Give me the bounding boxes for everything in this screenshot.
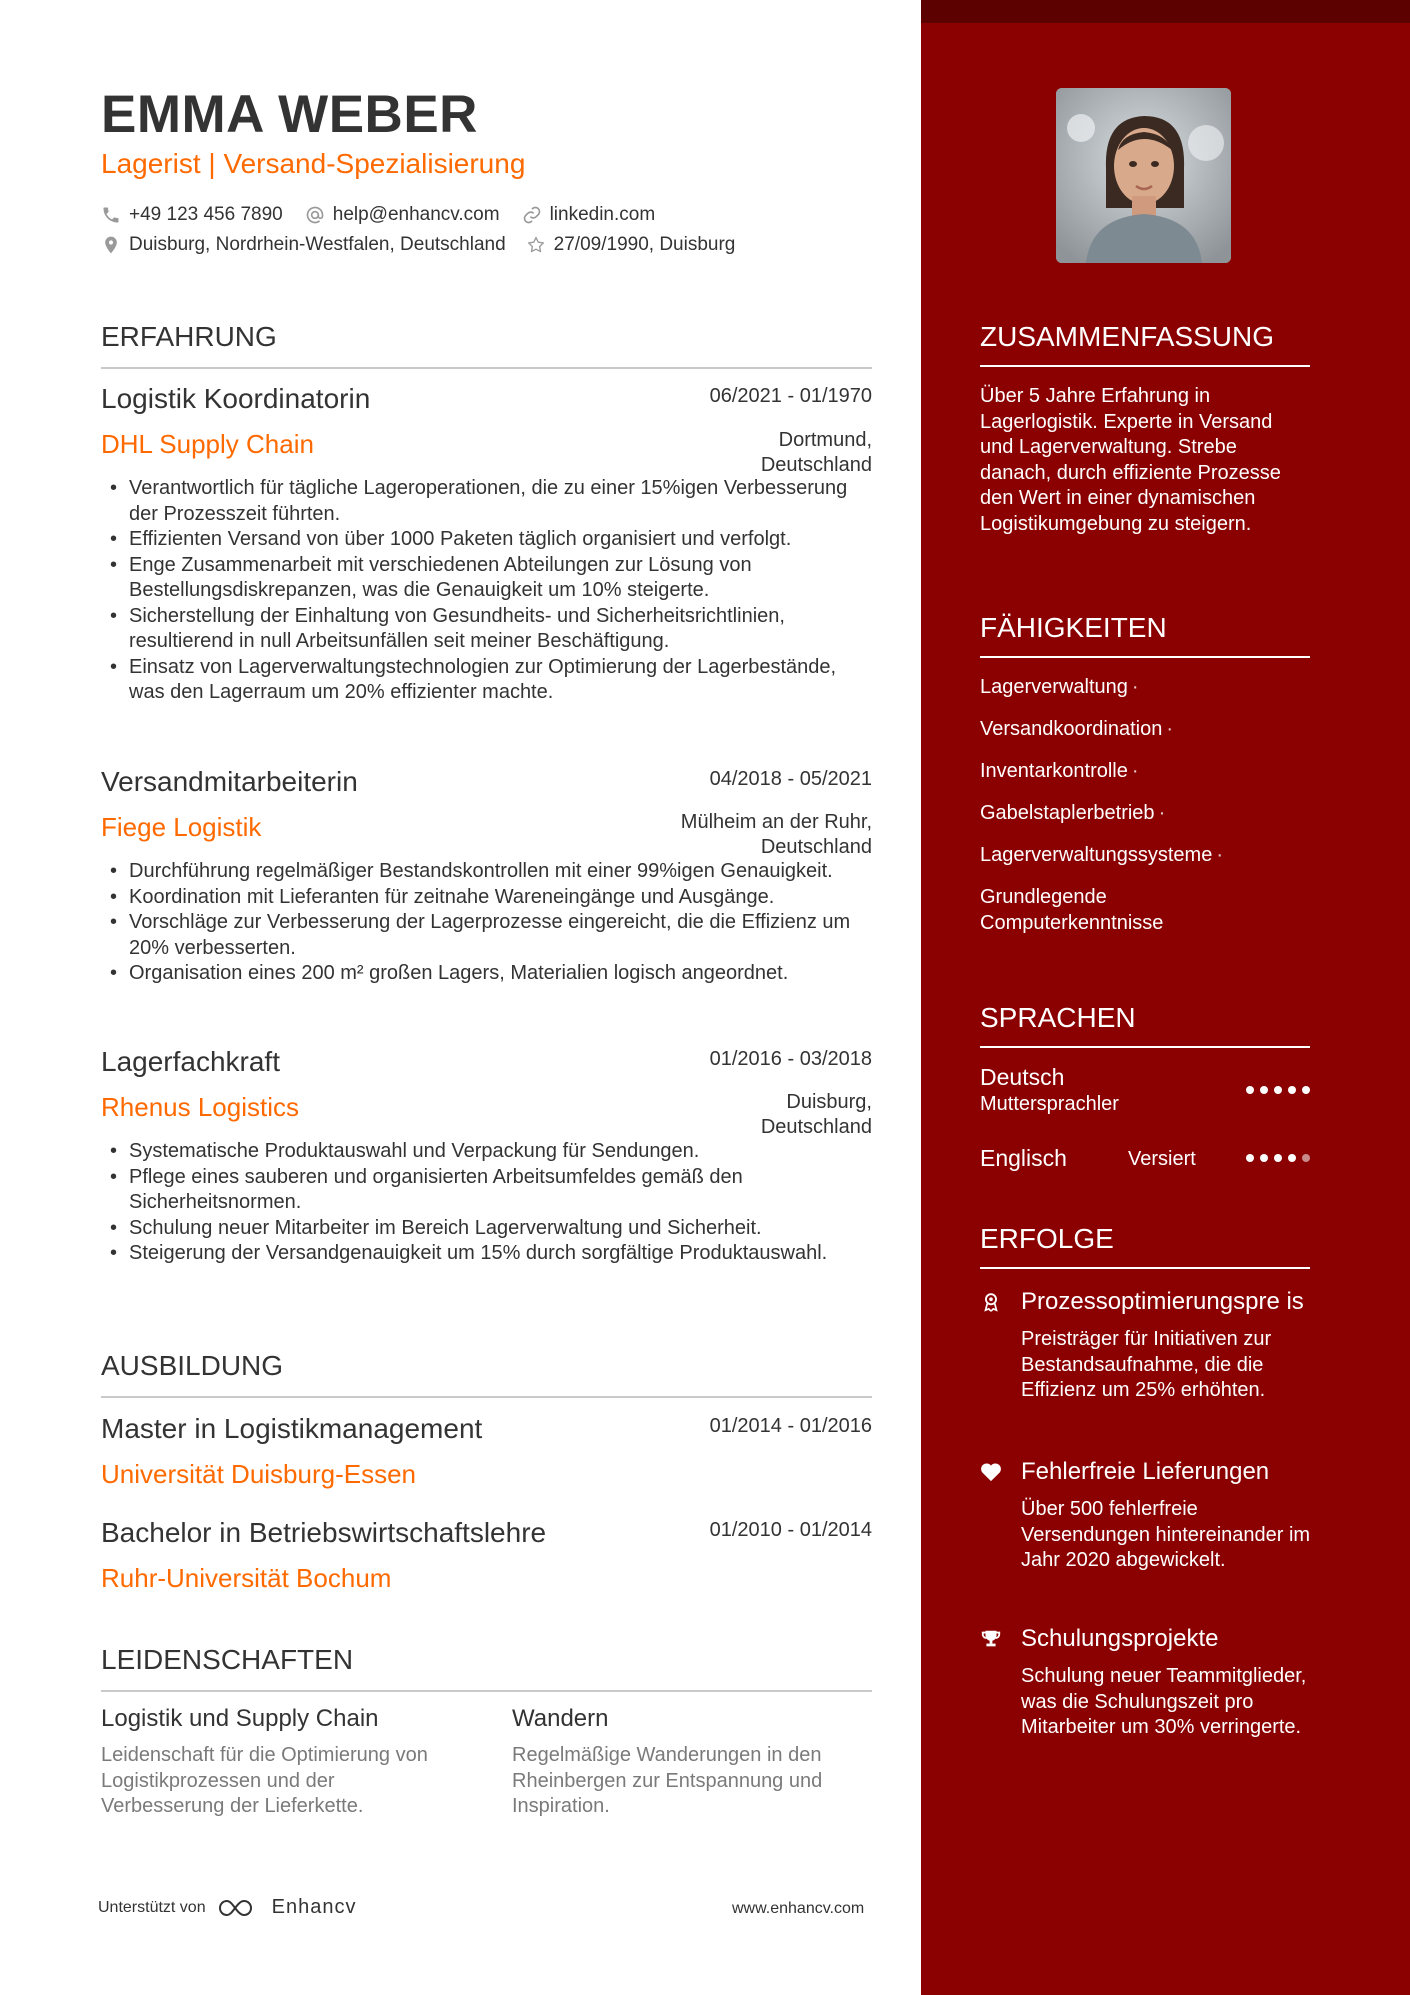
rating-dot: [1288, 1086, 1296, 1094]
rating-dot: [1246, 1086, 1254, 1094]
footer-url[interactable]: www.enhancv.com: [732, 1900, 865, 1917]
passions-section-title: LEIDENSCHAFTEN: [101, 1644, 872, 1692]
job-bullets: [101, 1139, 872, 1267]
rating-dot: [1288, 1154, 1296, 1162]
rating-dot: [1302, 1086, 1310, 1094]
contact-birth: [526, 234, 736, 256]
education-section-title: AUSBILDUNG: [101, 1350, 872, 1398]
job-bullet: • Einsatz von Lagerverwaltungstechnologien zur Optimierung der Lagerbestände, was den Lagerraum um 20% effizienter machte.: [101, 655, 872, 706]
job-bullet: • Koordination mit Lieferanten für zeitnahe Wareneingänge und Ausgänge.: [101, 885, 872, 911]
language-rating: [1240, 1086, 1310, 1094]
candidate-title: Lagerist | Versand-Spezialisierung: [101, 148, 526, 179]
passion-entry: [512, 1705, 872, 1820]
at-icon: [305, 205, 325, 225]
job-bullet: • Enge Zusammenarbeit mit verschiedenen Abteilungen zur Lösung von Bestellungsdiskrepanzen, was die Genauigkeit um 10% steigerte.: [101, 553, 872, 604]
skill-label: Grundlegende Computerkenntnisse: [980, 886, 1164, 934]
passion-entry: [101, 1705, 461, 1820]
passion-title: Wandern: [512, 1705, 609, 1732]
rating-dot: [1302, 1154, 1310, 1162]
job-location-line1: Duisburg,: [786, 1091, 872, 1113]
achievement-entry: [980, 1624, 1320, 1741]
skill-item: Lagerverwaltung ·: [980, 676, 1139, 698]
location-pin-icon: [101, 235, 121, 255]
passion-description: Leidenschaft für die Optimierung von Logistikprozessen und der Verbesserung der Lieferkette.: [101, 1744, 428, 1817]
skill-label: Lagerverwaltung: [980, 676, 1128, 698]
job-bullet: • Schulung neuer Mitarbeiter im Bereich Lagerverwaltung und Sicherheit.: [101, 1216, 872, 1242]
rating-dot: [1260, 1086, 1268, 1094]
enhancv-brand: Enhancv: [271, 1896, 357, 1918]
job-location: [681, 810, 872, 860]
education-school: Universität Duisburg-Essen: [101, 1459, 417, 1489]
email-text[interactable]: help@enhancv.com: [332, 204, 500, 225]
contact-location: [101, 234, 506, 256]
sidebar-top-band: [921, 0, 1410, 23]
job-location-line1: Dortmund,: [778, 429, 872, 451]
job-location-line2: Deutschland: [760, 454, 872, 476]
rating-dot: [1274, 1154, 1282, 1162]
skill-item: Inventarkontrolle ·: [980, 760, 1139, 782]
heart-icon: [980, 1461, 1002, 1483]
language-level: Versiert: [1128, 1148, 1196, 1170]
job-location-line2: Deutschland: [760, 836, 872, 858]
job-location: [761, 1090, 872, 1140]
language-entry: [980, 1145, 1310, 1172]
star-icon: [526, 235, 546, 255]
language-name: Englisch: [980, 1145, 1067, 1171]
job-entry: [101, 1046, 872, 1267]
powered-by-text: Unterstützt von: [98, 1898, 206, 1916]
enhancv-logo-icon: [216, 1897, 262, 1919]
profile-photo: [1056, 88, 1231, 263]
language-name: Deutsch: [980, 1064, 1065, 1090]
achievement-description: Über 500 fehlerfreie Versendungen hintereinander im Jahr 2020 abgewickelt.: [1021, 1498, 1311, 1571]
job-bullets: [101, 476, 872, 706]
job-company: Rhenus Logistics: [101, 1092, 299, 1122]
job-date: 04/2018 - 05/2021: [709, 768, 872, 790]
skill-label: Lagerverwaltungssysteme: [980, 844, 1213, 866]
job-title: Lagerfachkraft: [101, 1046, 280, 1077]
contact-row-2: [101, 234, 757, 256]
achievement-description: Preisträger für Initiativen zur Bestandsaufnahme, die die Effizienz um 25% erhöhten.: [1021, 1328, 1272, 1401]
job-bullet: • Effizienten Versand von über 1000 Paketen täglich organisiert und verfolgt.: [101, 527, 872, 553]
education-entry: [101, 1413, 872, 1490]
job-entry: [101, 383, 872, 706]
achievements-section-title: ERFOLGE: [980, 1223, 1310, 1269]
award-icon: [980, 1291, 1002, 1313]
education-entry: [101, 1517, 872, 1594]
achievement-title: Fehlerfreie Lieferungen: [1021, 1458, 1270, 1485]
skill-item: [980, 885, 1210, 936]
job-bullet: • Organisation eines 200 m² großen Lagers, Materialien logisch angeordnet.: [101, 961, 872, 987]
rating-dot: [1260, 1154, 1268, 1162]
contact-linkedin[interactable]: [522, 204, 656, 226]
summary-text: Über 5 Jahre Erfahrung in Lagerlogistik. Experte in Versand und Lagerverwaltung. Strebe danach, durch effiziente Prozesse den Wert in einer dynamischen Logistikumgebung zu steigern.: [980, 385, 1281, 535]
job-location: [761, 428, 872, 478]
skill-label: Gabelstaplerbetrieb: [980, 802, 1155, 824]
job-bullet: • Pflege eines sauberen und organisierten Arbeitsumfeldes gemäß den Sicherheitsnormen.: [101, 1165, 872, 1216]
rating-dot: [1274, 1086, 1282, 1094]
job-title: Logistik Koordinatorin: [101, 383, 371, 414]
job-bullet: • Durchführung regelmäßiger Bestandskontrollen mit einer 99%igen Genauigkeit.: [101, 859, 872, 885]
achievement-description: Schulung neuer Teammitglieder, was die Schulungszeit pro Mitarbeiter um 30% verringerte.: [1021, 1665, 1307, 1738]
footer-powered-by[interactable]: [98, 1896, 356, 1919]
languages-section-title: SPRACHEN: [980, 1002, 1310, 1048]
job-bullet: • Steigerung der Versandgenauigkeit um 15% durch sorgfältige Produktauswahl.: [101, 1241, 872, 1267]
achievement-entry: [980, 1457, 1320, 1574]
achievement-title: Schulungsprojekte: [1021, 1625, 1219, 1652]
education-degree: Bachelor in Betriebswirtschaftslehre: [101, 1517, 547, 1548]
trophy-icon: [980, 1628, 1002, 1650]
skill-label: Versandkoordination: [980, 718, 1163, 740]
phone-icon: [101, 205, 121, 225]
skill-label: Inventarkontrolle: [980, 760, 1128, 782]
achievement-title: Prozessoptimierungspre is: [1021, 1288, 1304, 1315]
passion-description: Regelmäßige Wanderungen in den Rheinbergen zur Entspannung und Inspiration.: [512, 1744, 823, 1817]
contact-email[interactable]: [305, 204, 500, 226]
link-icon: [522, 205, 542, 225]
education-school: Ruhr-Universität Bochum: [101, 1563, 392, 1593]
skill-item: Versandkoordination ·: [980, 718, 1174, 740]
language-level: Muttersprachler: [980, 1093, 1119, 1115]
job-date: 01/2016 - 03/2018: [709, 1048, 872, 1070]
job-bullet: • Verantwortlich für tägliche Lageroperationen, die zu einer 15%igen Verbesserung der Prozesszeit führten.: [101, 476, 872, 527]
skill-item: Lagerverwaltungssysteme ·: [980, 844, 1224, 866]
passion-title: Logistik und Supply Chain: [101, 1705, 379, 1732]
education-date: 01/2010 - 01/2014: [709, 1519, 872, 1541]
achievement-entry: [980, 1287, 1320, 1404]
experience-section-title: ERFAHRUNG: [101, 321, 872, 369]
job-entry: [101, 766, 872, 987]
location-text: Duisburg, Nordrhein-Westfalen, Deutschland: [129, 234, 506, 255]
skill-item: Gabelstaplerbetrieb ·: [980, 802, 1166, 824]
language-rating: [1240, 1154, 1310, 1162]
birth-text: 27/09/1990, Duisburg: [553, 234, 736, 255]
job-location-line2: Deutschland: [760, 1116, 872, 1138]
job-location-line1: Mülheim an der Ruhr,: [680, 811, 872, 833]
skills-section-title: FÄHIGKEITEN: [980, 612, 1310, 658]
job-bullets: [101, 859, 872, 987]
phone-text: +49 123 456 7890: [129, 204, 283, 225]
job-bullet: • Systematische Produktauswahl und Verpackung für Sendungen.: [101, 1139, 872, 1165]
job-company: Fiege Logistik: [101, 812, 262, 842]
job-company: DHL Supply Chain: [101, 429, 314, 459]
candidate-name: EMMA WEBER: [101, 85, 478, 144]
education-date: 01/2014 - 01/2016: [709, 1415, 872, 1437]
job-date: 06/2021 - 01/1970: [709, 385, 872, 407]
job-bullet: • Vorschläge zur Verbesserung der Lagerprozesse eingereicht, die die Effizienz um 20% verbesserten.: [101, 910, 872, 961]
summary-section-title: ZUSAMMENFASSUNG: [980, 321, 1310, 367]
linkedin-text[interactable]: linkedin.com: [549, 204, 656, 225]
contact-row-1: [101, 204, 677, 226]
contact-phone: [101, 204, 283, 226]
job-bullet: • Sicherstellung der Einhaltung von Gesundheits- und Sicherheitsrichtlinien, resultierend in null Arbeitsunfällen seit meiner Beschäftigung.: [101, 604, 872, 655]
education-degree: Master in Logistikmanagement: [101, 1413, 483, 1444]
rating-dot: [1246, 1154, 1254, 1162]
language-entry: [980, 1064, 1310, 1116]
job-title: Versandmitarbeiterin: [101, 766, 358, 797]
